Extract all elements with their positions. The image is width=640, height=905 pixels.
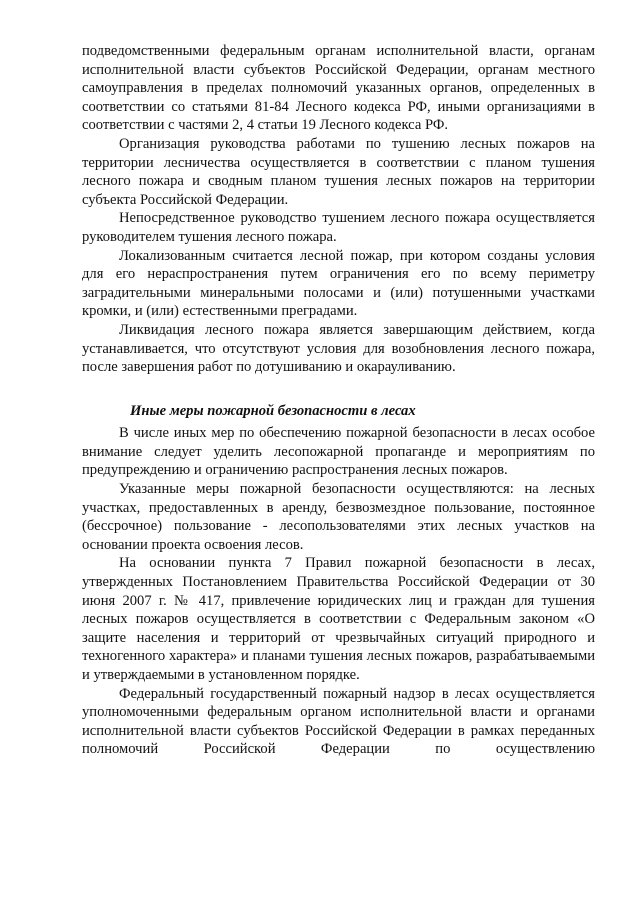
paragraph-fire-propaganda: В числе иных мер по обеспечению пожарной безопасности в лесах особое внимание следует уделить лесопожарной пропаганде и мероприятиям по предупреждению и ограничению распространения лесных пожаров. [82,425,595,479]
paragraph-firefighting-management: Организация руководства работами по тушению лесных пожаров на территории лесничества осуществляется в соответствии с планом тушения лесного пожара и сводным планом тушения лесных пожаров на территории субъекта Российской Федерации. [82,135,595,208]
paragraph-direct-leadership: Непосредственное руководство тушением лесного пожара осуществляется руководителем тушения лесного пожара. [82,210,595,245]
paragraph-fire-liquidation: Ликвидация лесного пожара является завершающим действием, когда устанавливается, что отсутствуют условия для возобновления лесного пожара, после завершения работ по дотушиванию и окарауливанию. [82,321,595,376]
paragraph-localized-fire: Локализованным считается лесной пожар, при котором созданы условия для его нераспространения путем ограничения его по всему периметру заградительными минеральными полосами и (или) потушенными участками кромки, и (или) естественными преградами. [82,247,595,320]
paragraph-leased-plots: Указанные меры пожарной безопасности осуществляются: на лесных участках, предоставленных в аренду, безвозмездное пользование, постоянное (бессрочное) пользование - лесопользователями этих лесных участков на основании проекта освоения лесов. [82,481,595,553]
document-body [82,42,595,759]
paragraph-legal-basis: На основании пункта 7 Правил пожарной безопасности в лесах, утвержденных Постановлением Правительства Российской Федерации от 30 июня 2007 г. № 417, привлечение юридических лиц и граждан для тушения лесных пожаров осуществляется в соответствии с Федеральным законом «О защите населения и территорий от чрезвычайных ситуаций природного и техногенного характера» и планами тушения лесных пожаров, разрабатываемыми и утверждаемыми в установленном порядке. [82,555,595,683]
paragraph-continuation: подведомственными федеральным органам исполнительной власти, органам исполнительной власти субъектов Российской Федерации, органам местного самоуправления в пределах полномочий указанных органов, определенных в соответствии со статьями 81-84 Лесного кодекса РФ, иными организациями в соответствии с частями 2, 4 статьи 19 Лесного кодекса РФ. [82,43,595,134]
section-heading: Иные меры пожарной безопасности в лесах [130,402,416,419]
paragraph-federal-supervision: Федеральный государственный пожарный надзор в лесах осуществляется уполномоченными федеральным органом исполнительной власти и органами исполнительной власти субъектов Российской Федерации в рамках переданных полномочий Российской Федерации по осуществлению [82,685,595,758]
